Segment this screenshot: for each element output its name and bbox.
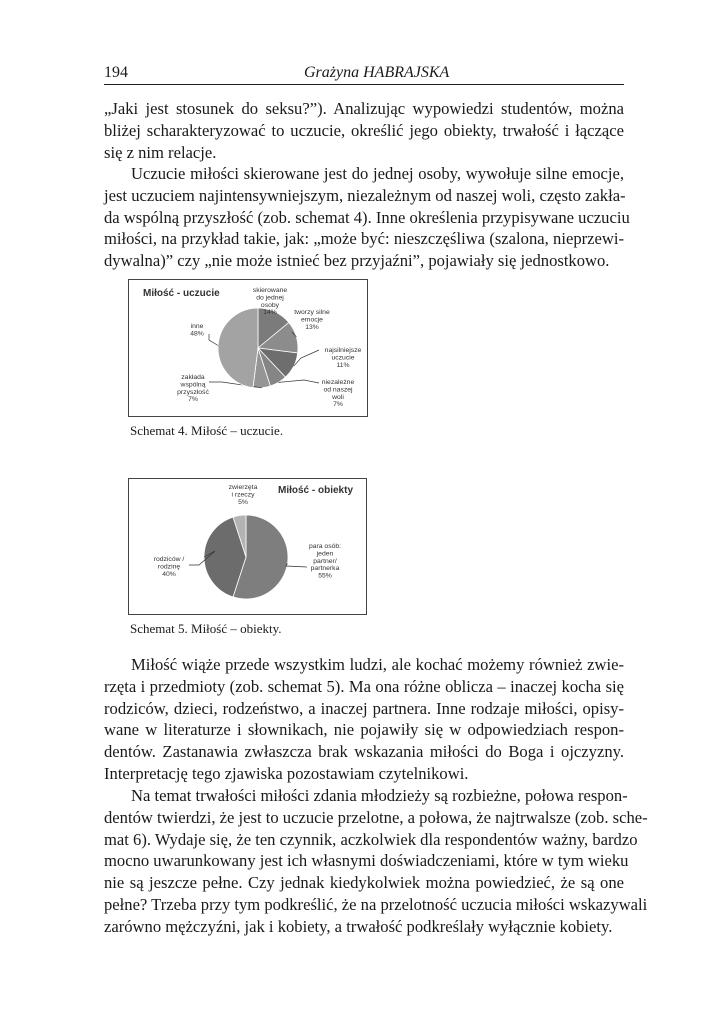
pie-chart-objects <box>129 479 366 614</box>
text-line: „Jaki jest stosunek do seksu?”). Analizując wypowiedzi studentów, można <box>104 99 624 118</box>
paragraph-1 <box>104 98 624 163</box>
figure-caption-4: Schemat 4. Miłość – uczucie. <box>130 423 284 438</box>
text-line: dywalna)” czy „nie może istnieć bez przyjaźni”, pojawiały się jednostkowo. <box>104 251 610 271</box>
slice-label: zwierzęta i rzeczy 5% <box>228 484 258 506</box>
paragraph-4 <box>104 785 648 938</box>
text-line: rzęta i przedmioty (zob. schemat 5). Ma ona różne oblicza – inaczej kocha się <box>104 676 624 696</box>
text-line: zarówno mężczyźni, jak i kobiety, a trwałość podkreślały wyłącznie kobiety. <box>104 916 613 936</box>
text-line: mat 6). Wydaje się, że ten czynnik, aczkolwiek dla respondentów ważny, bardzo <box>104 829 638 849</box>
text-line: da wspólną przyszłość (zob. schemat 4). Inne określenia przypisywane uczuciu <box>104 207 630 227</box>
text-line: dentów twierdzi, że jest to uczucie przelotne, a połowa, że najtrwalsze (zob. sche- <box>104 807 648 827</box>
text-line: nie są jeszcze pełne. Czy jednak kiedykolwiek można powiedzieć, że są one <box>104 873 624 893</box>
text-line: Miłość wiąże przede wszystkim ludzi, ale kochać możemy również zwie- <box>131 655 624 674</box>
pie-slice <box>218 308 258 388</box>
leader-line <box>278 380 319 383</box>
running-head-author: Grażyna HABRAJSKA <box>304 64 450 81</box>
text-line: Na temat trwałości miłości zdania młodzieży są rozbieżne, połowa respon- <box>131 786 628 805</box>
slice-label: para osób: jeden partner/ partnerka 55% <box>308 543 342 580</box>
text-line: wane w literaturze i słownikach, nie pojawiły się w odpowiedziach respon- <box>104 720 624 740</box>
text-line: bliżej scharakteryzować to uczucie, określić jego obiekty, trwałość i łączące <box>104 120 624 140</box>
leader-line <box>286 564 307 567</box>
text-line: dentów. Zastanawia zwłaszcza brak wskazania miłości do Boga i ojczyzny. <box>104 742 624 762</box>
slice-label: skierowane do jednej osoby 14% <box>252 287 288 317</box>
text-line: się z nim relacje. <box>104 142 217 162</box>
paragraph-3 <box>104 654 624 785</box>
slice-label: tworzy silne emocje 13% <box>294 309 330 331</box>
chart-title: Miłość - obiekty <box>278 485 354 496</box>
text-line: pełne? Trzeba przy tym podkreślić, że na przelotność uczucia miłości wskazywali <box>104 894 648 914</box>
leader-line <box>209 334 218 346</box>
chart-love-objects <box>128 478 367 615</box>
slice-label: najsilniejsze uczucie 11% <box>324 347 362 369</box>
text-line: Uczucie miłości skierowane jest do jednej osoby, wywołuje silne emocje, <box>131 164 624 183</box>
running-header <box>104 62 624 85</box>
text-line: rodziców, dzieci, rodzeństwo, a inaczej partnera. Inne rodzaje miłości, opisy- <box>104 698 624 718</box>
slice-label: niezależne od naszej woli 7% <box>321 379 355 409</box>
text-line: Interpretację tego zjawiska pozostawiam czytelnikowi. <box>104 763 469 783</box>
figure-caption-5: Schemat 5. Miłość – obiekty. <box>130 621 282 636</box>
text-line: miłości, na przykład takie, jak: „może być: nieszczęśliwa (szalona, nieprzewi- <box>104 229 624 249</box>
chart-title: Miłość - uczucie <box>143 288 220 299</box>
pie-chart-feeling <box>129 280 367 416</box>
page-number: 194 <box>104 64 128 81</box>
paragraph-2 <box>104 163 630 272</box>
slice-label: rodziców / rodzinę 40% <box>153 556 185 578</box>
text-line: jest uczuciem najintensywniejszym, niezależnym od naszej woli, często zakła- <box>104 185 626 205</box>
slice-label: zakłada wspólną przyszłość 7% <box>177 374 209 404</box>
slice-label: inne 48% <box>190 323 204 338</box>
text-line: mocno uwarunkowany jest ich własnymi doświadczeniami, które w tym wieku <box>104 851 629 871</box>
chart-love-feeling <box>128 279 368 417</box>
